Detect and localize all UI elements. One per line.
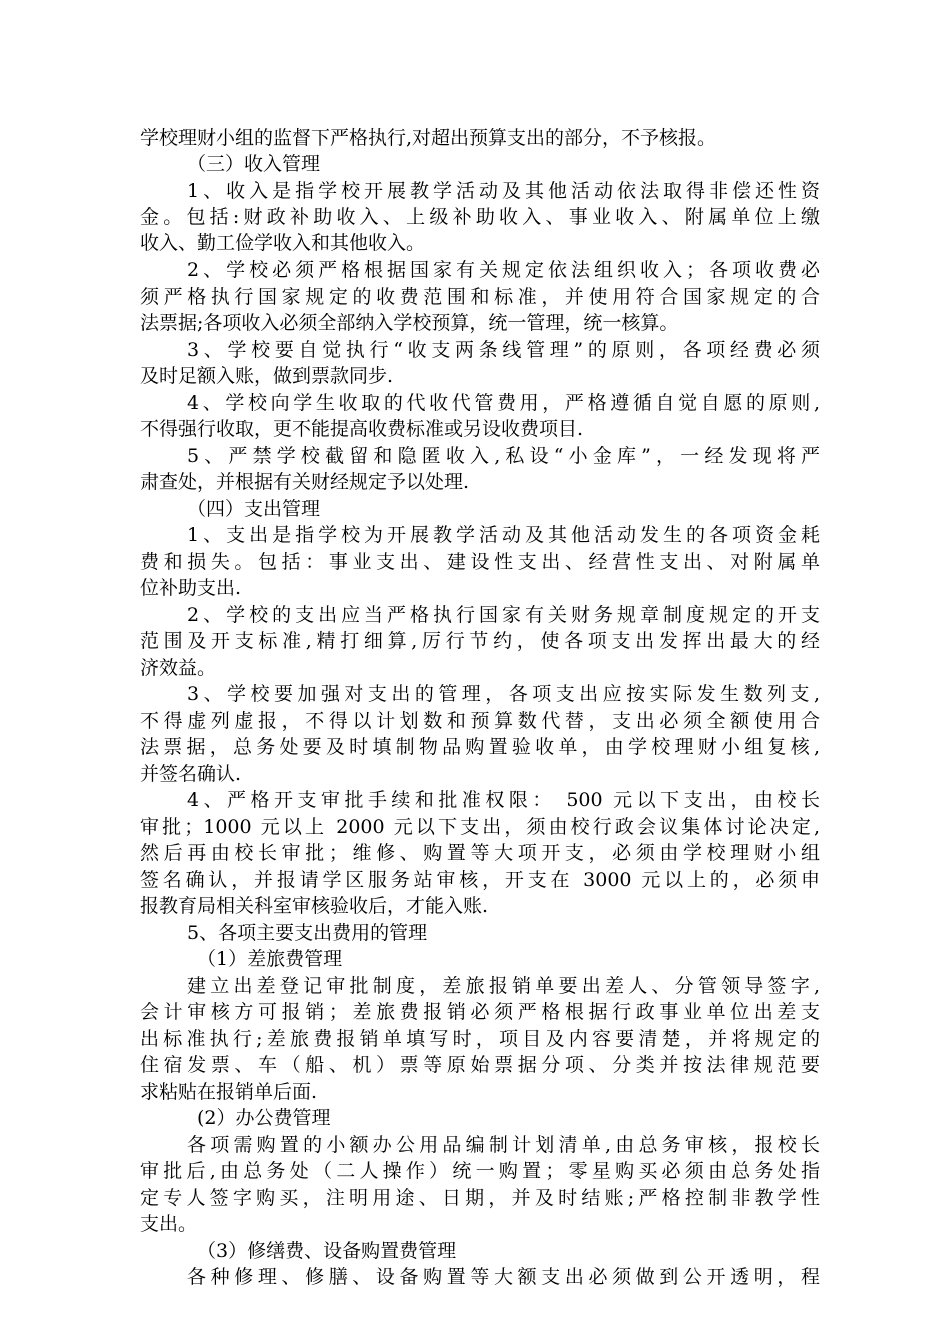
text-line: 肃查处，并根据有关财经规定予以处理.	[140, 471, 470, 493]
subheading-repair-equipment-expense: （3）修缮费、设备购置费管理	[197, 1240, 457, 1262]
text-line: 不得虚列虚报，不得以计划数和预算数代替，支出必须全额使用合	[140, 710, 820, 732]
subheading-office-expense: (2）办公费管理	[197, 1107, 331, 1129]
text-line: 审批后,由总务处（二人操作）统一购置；零星购买必须由总务处指	[140, 1160, 820, 1182]
text-line: 学校理财小组的监督下严格执行,对超出预算支出的部分，不予核报。	[140, 127, 717, 149]
text-line: 各项需购置的小额办公用品编制计划清单,由总务审核，报校长	[187, 1134, 820, 1156]
text-line: 住宿发票、车（船、机）票等原始票据分项、分类并按法律规范要	[140, 1054, 820, 1076]
text-line: 会计审核方可报销；差旅费报销必须严格根据行政事业单位出差支	[140, 1001, 820, 1023]
text-line: 并签名确认.	[140, 763, 242, 785]
text-line: 法票据，总务处要及时填制物品购置验收单，由学校理财小组复核,	[140, 736, 820, 758]
text-line: 求粘贴在报销单后面.	[140, 1081, 318, 1103]
text-line: 4、严格开支审批手续和批准权限： 500 元以下支出，由校长	[187, 789, 820, 811]
text-line: 1、支出是指学校为开展教学活动及其他活动发生的各项资金耗	[187, 524, 820, 546]
text-line: 3、学校要加强对支出的管理，各项支出应按实际发生数列支,	[187, 683, 820, 705]
text-line: 位补助支出.	[140, 577, 242, 599]
text-line: 出标准执行;差旅费报销单填写时，项目及内容要清楚，并将规定的	[140, 1028, 820, 1050]
text-line: 及时足额入账，做到票款同步.	[140, 365, 394, 387]
text-line: 签名确认，并报请学区服务站审核，开支在 3000 元以上的，必须申	[140, 869, 820, 891]
text-line: 范围及开支标准,精打细算,厉行节约，使各项支出发挥出最大的经	[140, 630, 820, 652]
section-heading-income: （三）收入管理	[187, 153, 321, 175]
text-line: 定专人签字购买，注明用途、日期，并及时结账;严格控制非教学性	[140, 1187, 820, 1209]
text-line: 法票据;各项收入必须全部纳入学校预算，统一管理，统一核算。	[140, 312, 679, 334]
text-line: 建立出差登记审批制度，差旅报销单要出差人、分管领导签字,	[187, 975, 820, 997]
subheading-expense-management: 5、各项主要支出费用的管理	[187, 922, 428, 944]
text-line: 支出。	[140, 1213, 198, 1235]
text-line: 3、学校要自觉执行“收支两条线管理”的原则，各项经费必须	[187, 339, 820, 361]
text-line: 4、学校向学生收取的代收代管费用，严格遵循自觉自愿的原则,	[187, 392, 820, 414]
text-line: 各种修理、修膳、设备购置等大额支出必须做到公开透明，程	[187, 1266, 820, 1288]
text-line: 报教育局相关科室审核验收后，才能入账.	[140, 895, 489, 917]
text-line: 不得强行收取，更不能提高收费标准或另设收费项目.	[140, 418, 584, 440]
text-line: 费和损失。包括：事业支出、建设性支出、经营性支出、对附属单	[140, 551, 820, 573]
text-line: 收入、勤工俭学收入和其他收入。	[140, 232, 426, 254]
text-line: 审批；1000 元以上 2000 元以下支出，须由校行政会议集体讨论决定,	[140, 816, 820, 838]
text-line: 须严格执行国家规定的收费范围和标准，并使用符合国家规定的合	[140, 286, 820, 308]
text-line: 5、严禁学校截留和隐匿收入,私设“小金库”，一经发现将严	[187, 445, 820, 467]
text-line: 然后再由校长审批；维修、购置等大项开支，必须由学校理财小组	[140, 842, 820, 864]
text-line: 2、学校必须严格根据国家有关规定依法组织收入；各项收费必	[187, 259, 820, 281]
text-line: 济效益。	[140, 657, 217, 679]
section-heading-expenditure: （四）支出管理	[187, 498, 321, 520]
text-line: 金。包括:财政补助收入、上级补助收入、事业收入、附属单位上缴	[140, 206, 820, 228]
subheading-travel-expense: （1）差旅费管理	[197, 948, 343, 970]
text-line: 2、学校的支出应当严格执行国家有关财务规章制度规定的开支	[187, 604, 820, 626]
text-line: 1、收入是指学校开展教学活动及其他活动依法取得非偿还性资	[187, 180, 820, 202]
